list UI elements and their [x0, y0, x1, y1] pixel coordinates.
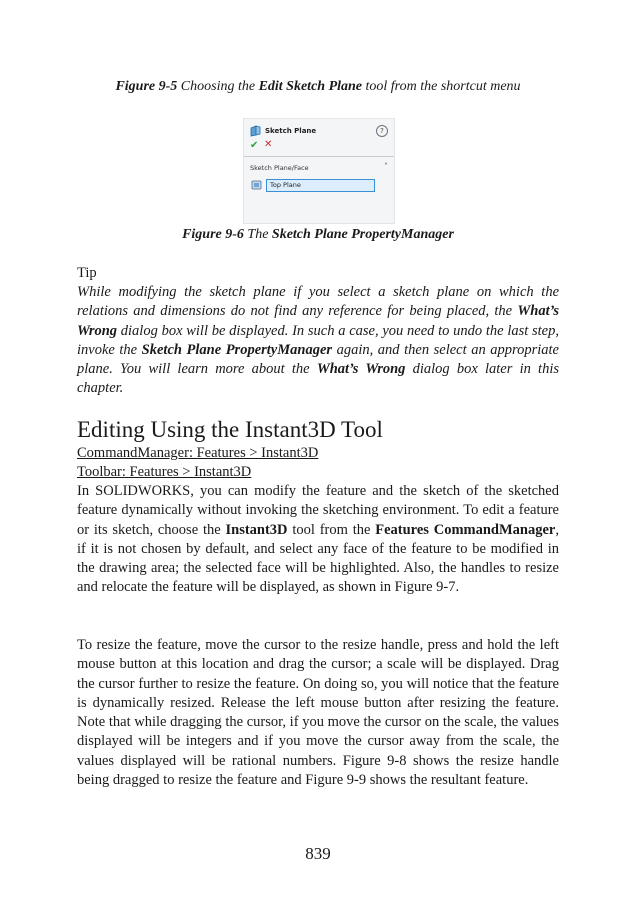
sketch-plane-face-field[interactable]: Top Plane: [266, 179, 375, 192]
help-icon[interactable]: ?: [376, 125, 388, 137]
tip-text: dialog box will be displayed. In such a case, you need to undo the last step, invoke the: [77, 322, 559, 358]
tip-body: [77, 283, 559, 399]
figure-label: Figure 9-5: [115, 79, 178, 94]
caption-bold: Sketch Plane PropertyManager: [271, 227, 454, 242]
para-bold: Features CommandManager: [375, 521, 556, 538]
commandmanager-path: CommandManager: Features > Instant3D: [77, 445, 319, 461]
para-text: tool from the: [287, 521, 376, 538]
para-text: In SOLIDWORKS, you can modify the feature and the sketch of the sketched feature dynamically without invoking the sketching environment. To edit a feature or its sketch, choose the: [77, 483, 559, 538]
tip-bold: What’s Wrong: [77, 303, 559, 339]
section-heading: Editing Using the Instant3D Tool: [77, 417, 383, 442]
tip-bold: Sketch Plane PropertyManager: [141, 341, 333, 358]
figure-9-5-caption: [0, 78, 636, 96]
toolbar-path: Toolbar: Features > Instant3D: [77, 464, 252, 480]
paragraph-1: [77, 482, 559, 598]
face-selection-icon: [251, 179, 263, 191]
tip-bold: What’s Wrong: [316, 361, 406, 378]
tip-label: Tip: [77, 265, 97, 281]
para-bold: Instant3D: [225, 521, 288, 538]
caption-text: tool from the shortcut menu: [362, 79, 521, 94]
tip-text: While modifying the sketch plane if you select a sketch plane on which the relations and dimensions do not find any reference for being placed, the: [77, 284, 559, 320]
pm-header: [250, 125, 390, 137]
section-label-sketch-plane-face: Sketch Plane/Face: [250, 164, 309, 172]
caption-text: Choosing the: [177, 79, 259, 94]
figure-label: Figure 9-6: [182, 227, 244, 242]
sketch-plane-propertymanager: [243, 118, 395, 224]
caption-bold: Edit Sketch Plane: [258, 79, 363, 94]
sketch-plane-icon: [250, 125, 261, 137]
para-text: , if it is not chosen by default, and select any face of the feature to be modified in the drawing area; the selected face will be highlighted. Also, the handles to resize and relocate the feature will be displayed, as shown in Figure 9-7.: [77, 521, 559, 596]
pm-title: Sketch Plane: [265, 127, 317, 135]
tip-text: again, and then select an appropriate plane. You will learn more about the: [77, 341, 559, 378]
collapse-chevron-icon[interactable]: ˄: [384, 162, 388, 171]
ok-check-icon[interactable]: ✔: [250, 140, 259, 151]
figure-9-6-caption: [0, 226, 636, 244]
page-number: 839: [305, 844, 331, 863]
pm-divider: [244, 156, 394, 157]
caption-text: The: [243, 227, 272, 242]
paragraph-2: To resize the feature, move the cursor to the resize handle, press and hold the left mouse button at this location and drag the cursor; a scale will be displayed. Drag the cursor further to resize the feature. On doing so, you will notice that the feature is dynamically resized. Release the left mouse button after resizing the feature. Note that while dragging the cursor, if you move the cursor on the scale, the values displayed will be integers and if you move the cursor away from the scale, the values displayed will be rational numbers. Figure 9-8 shows the resize handle being dragged to resize the feature and Figure 9-9 shows the resultant feature.: [77, 637, 559, 789]
cancel-x-icon[interactable]: ✕: [264, 139, 273, 150]
tip-text: dialog box later in this chapter.: [77, 361, 559, 397]
